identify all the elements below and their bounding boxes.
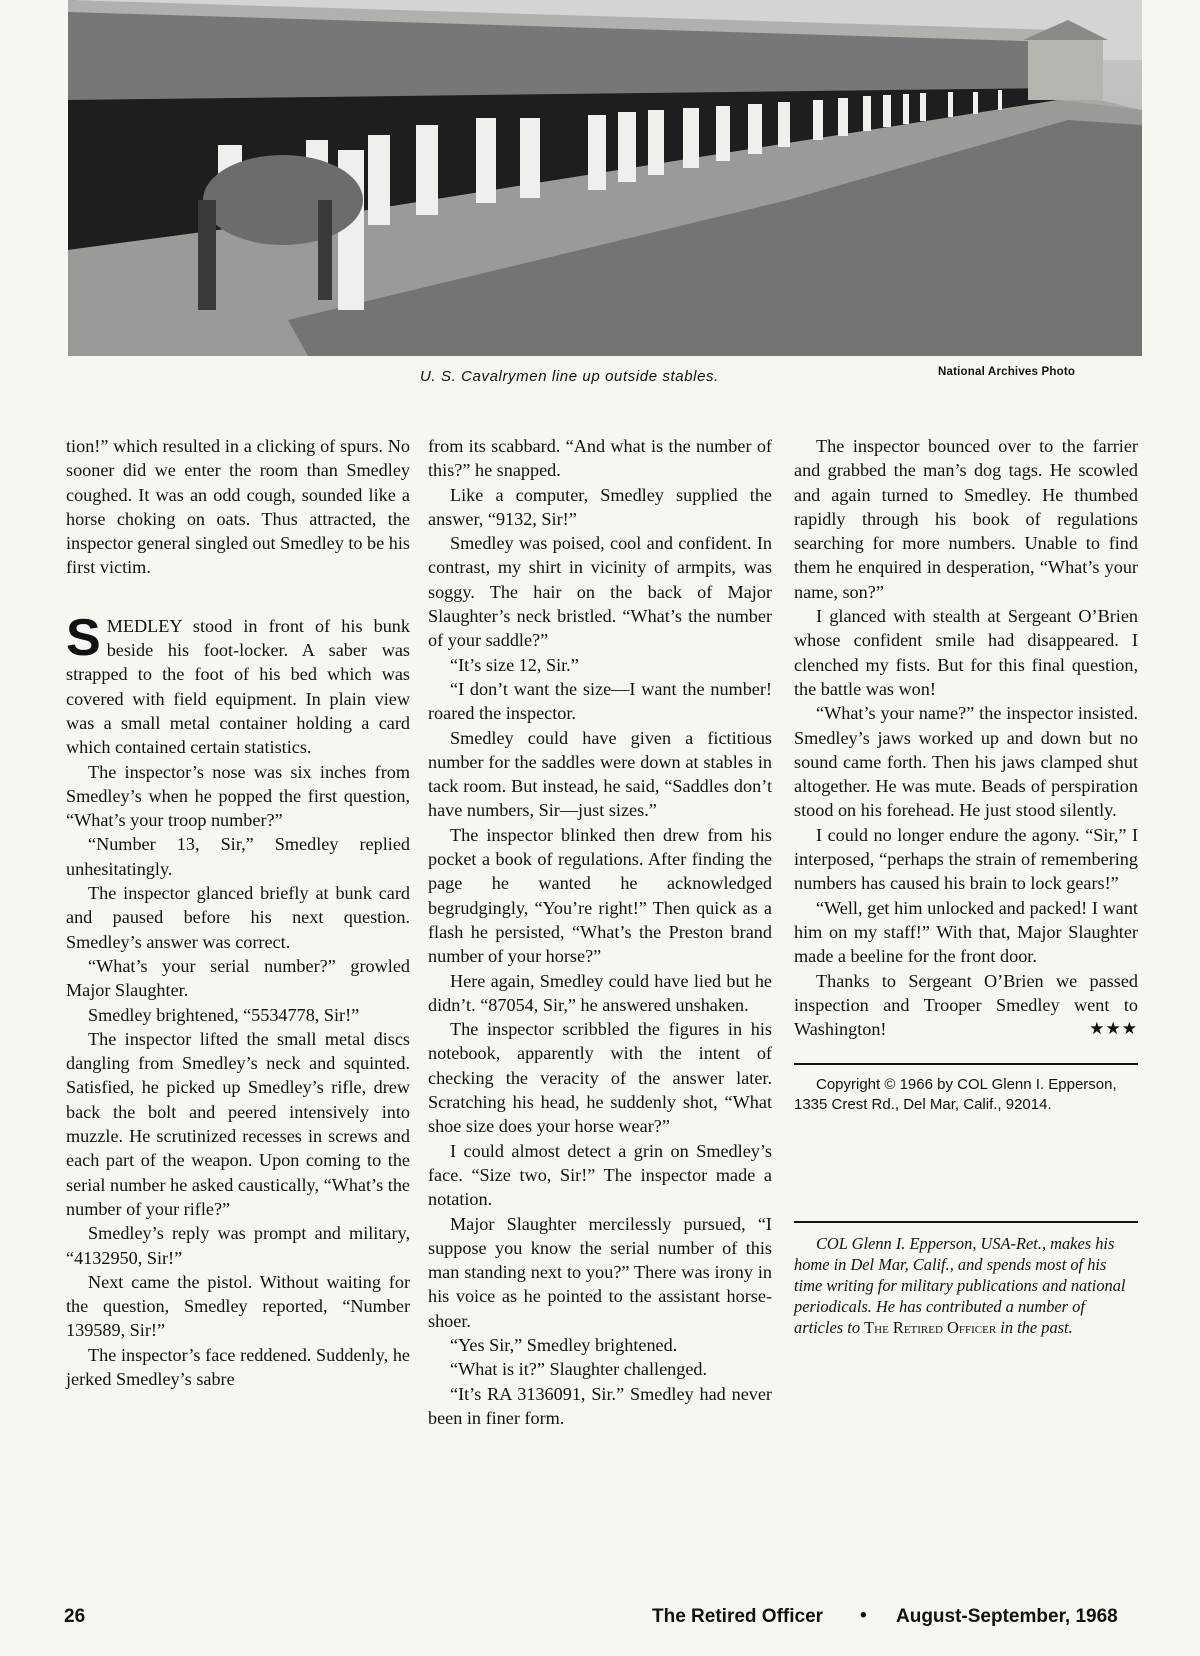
magazine-name: The Retired Officer: [864, 1318, 997, 1338]
paragraph: The inspector scribbled the figures in his notebook, apparently with the intent of checking the veracity of the answer later. Scratching his head, he suddenly shot, “What shoe size does your horse wear?”: [428, 1019, 772, 1137]
footer-separator: •: [860, 1605, 867, 1626]
paragraph: tion!” which resulted in a clicking of spurs. No sooner did we enter the room than Smedley coughed. It was an odd cough, sounded like a horse choking on oats. Thus attracted, the inspector general singled out Smedley to be his first victim.: [66, 436, 410, 578]
article-column-1: [66, 434, 410, 1391]
paragraph: “It’s size 12, Sir.”: [450, 654, 579, 675]
publication-name: The Retired Officer: [652, 1606, 824, 1627]
paragraph: Like a computer, Smedley supplied the answer, “9132, Sir!”: [428, 484, 772, 529]
paragraph-text: Thanks to Sergeant O’Brien we passed inspection and Trooper Smedley went to Washington!: [794, 970, 1138, 1040]
paragraph: “It’s RA 3136091, Sir.” Smedley had never been in finer form.: [428, 1383, 772, 1428]
paragraph: from its scabbard. “And what is the number of this?” he snapped.: [428, 436, 772, 481]
author-bio: [794, 1233, 1138, 1338]
author-bio-tail: in the past.: [1000, 1318, 1073, 1338]
author-bio-text: COL Glenn I. Epperson, USA-Ret., makes his home in Del Mar, Calif., and spends most of his time writing for military publications and national periodicals. He has contributed a number of articles to: [794, 1234, 1126, 1338]
paragraph: “I don’t want the size—I want the number! roared the inspector.: [428, 678, 772, 724]
section-opening-paragraph: [66, 608, 410, 760]
paragraph: Smedley could have given a fictitious number for the saddles were down at stables in tack room. But instead, he said, “Saddles don’t have numbers, Sir—just sizes.”: [428, 727, 772, 821]
drop-cap: S: [66, 608, 101, 667]
paragraph: The inspector blinked then drew from his pocket a book of regulations. After finding the page he wanted he acknowledged begrudgingly, “You’re right!” Then quick as a flash he persisted, “What’s the Preston brand number of your horse?”: [428, 824, 772, 967]
divider: [794, 1221, 1138, 1223]
cavalrymen-stables-photo: [68, 0, 1142, 356]
issue-date: August-September, 1968: [896, 1606, 1118, 1627]
end-mark-stars: ★★★: [1089, 1019, 1138, 1039]
divider: [794, 1063, 1138, 1065]
stables-photo: [68, 0, 1142, 356]
final-paragraph: [794, 969, 1138, 1042]
paragraph: “Well, get him unlocked and packed! I want him on my staff!” With that, Major Slaughter made a beeline for the front door.: [794, 897, 1138, 967]
paragraph: The inspector’s nose was six inches from Smedley’s when he popped the first question, “What’s your troop number?”: [66, 761, 410, 831]
paragraph: “What’s your name?” the inspector insisted. Smedley’s jaws worked up and down but no sound came forth. Then his jaws clamped shut altogether. He was mute. Beads of perspiration stood on his forehead. He just stood silently.: [794, 703, 1138, 821]
paragraph: The inspector glanced briefly at bunk card and paused before his next question. Smedley’s answer was correct.: [66, 883, 410, 952]
page-number: 26: [64, 1606, 86, 1627]
paragraph: Smedley brightened, “5534778, Sir!”: [88, 1004, 360, 1025]
photo-credit: National Archives Photo: [938, 366, 1076, 378]
copyright-notice: Copyright © 1966 by COL Glenn I. Epperson, 1335 Crest Rd., Del Mar, Calif., 92014.: [794, 1076, 1117, 1114]
photo-caption: U. S. Cavalrymen line up outside stables.: [420, 368, 719, 385]
paragraph: “What is it?” Slaughter challenged.: [450, 1359, 708, 1380]
paragraph: “What’s your serial number?” growled Major Slaughter.: [66, 955, 410, 1001]
paragraph: I could almost detect a grin on Smedley’s face. “Size two, Sir!” The inspector made a notation.: [428, 1140, 772, 1210]
paragraph: I could no longer endure the agony. “Sir,” I interposed, “perhaps the strain of remembering numbers has caused his brain to lock gears!”: [794, 824, 1138, 894]
article-column-3: [794, 434, 1138, 1338]
paragraph: I glanced with stealth at Sergeant O’Brien whose confident smile had disappeared. I clenched my fists. But for this final question, the battle was won!: [794, 606, 1138, 699]
paragraph: Major Slaughter mercilessly pursued, “I suppose you know the serial number of this man standing next to you?” There was irony in his voice as he pointed to the assistant horseshoer.: [428, 1213, 772, 1331]
page-footer: [0, 1606, 1200, 1636]
article-column-2: [428, 434, 772, 1430]
paragraph: Smedley’s reply was prompt and military, “4132950, Sir!”: [66, 1223, 410, 1268]
paragraph: The inspector’s face reddened. Suddenly, he jerked Smedley’s sabre: [66, 1344, 410, 1389]
paragraph-text: MEDLEY stood in front of his bunk beside his foot-locker. A saber was strapped to the foot of his bed which was covered with field equipment. In plain view was a small metal container holding a card which contained certain statistics.: [66, 615, 410, 758]
paragraph: “Number 13, Sir,” Smedley replied unhesitatingly.: [66, 834, 410, 879]
paragraph: “Yes Sir,” Smedley brightened.: [450, 1334, 678, 1355]
photo-caption-bar: [0, 366, 1200, 390]
paragraph: Here again, Smedley could have lied but he didn’t. “87054, Sir,” he answered unshaken.: [428, 970, 772, 1015]
paragraph: The inspector bounced over to the farrier and grabbed the man’s dog tags. He scowled and again turned to Smedley. He thumbed rapidly through his book of regulations searching for more numbers. Unable to find them he enquired in desperation, “What’s your name, son?”: [794, 436, 1138, 602]
paragraph: Smedley was poised, cool and confident. In contrast, my shirt in vicinity of armpits, was soggy. The hair on the back of Major Slaughter’s neck bristled. “What’s the number of your saddle?”: [428, 533, 772, 651]
paragraph: The inspector lifted the small metal discs dangling from Smedley’s neck and squinted. Satisfied, he picked up Smedley’s rifle, drew back the bolt and peered intensively into muzzle. He scrutinized recesses in screws and each part of the weapon. Upon coming to the serial number he asked caustically, “What’s the number of your rifle?”: [66, 1028, 410, 1219]
paragraph: Next came the pistol. Without waiting for the question, Smedley reported, “Number 139589, Sir!”: [66, 1271, 410, 1341]
